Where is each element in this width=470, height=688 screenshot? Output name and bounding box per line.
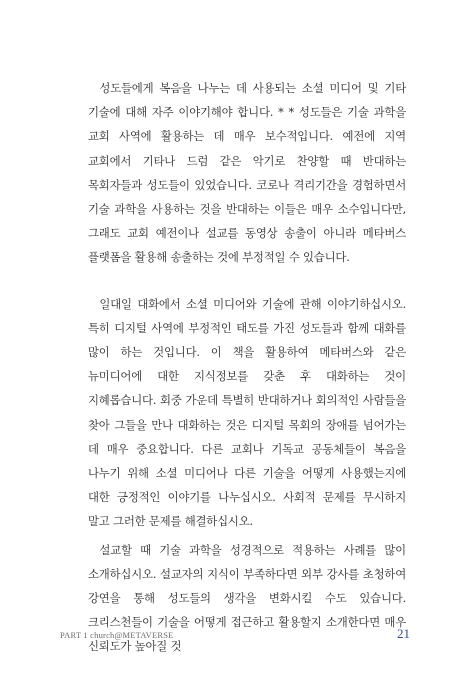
body-paragraph-1: 성도들에게 복음을 나누는 데 사용되는 소셜 미디어 및 기타 기술에 대해 자주 이야기해야 합니다. * * 성도들은 기술 과학을 교회 사역에 활용하는 데 매우 보수적입니다. 예전에 지역 교회에서 기타나 드럼 같은 악기로 찬양할 때 반대하는 목회자들과 성도들이 있었습니다. 코로나 격리기간을 경험하면서 기술 과학을 사용하는 것을 반대하는 이들은 매우 소수입니다만, 그래도 교회 예전이나 설교를 동영상 송출이 아니라 메타버스 플랫폼을 활용해 송출하는 것에 부정적일 수 있습니다.	[88, 81, 406, 265]
running-head: PART 1 church@METAVERSE	[60, 630, 174, 640]
page-body	[88, 76, 406, 659]
page-number: 21	[397, 626, 410, 641]
body-paragraph-2: 일대일 대화에서 소셜 미디어와 기술에 관해 이야기하십시오. 특히 디지털 사역에 부정적인 태도를 가진 성도들과 함께 대화를 많이 하는 것입니다. 이 책을 활용하여 메타버스와 같은 뉴미디어에 대한 지식정보를 갖춘 후 대화하는 것이 지혜롭습니다. 회중 가운데 특별히 반대하거나 회의적인 사람들을 찾아 그들을 만나 대화하는 것은 디지털 목회의 장애를 넘어가는 데 매우 중요합니다. 다른 교회나 기독교 공동체들이 복음을 나누기 위해 소셜 미디어나 다른 기술을 어떻게 사용했는지에 대한 긍정적인 이야기를 나누십시오. 사회적 문제를 무시하지 말고 그러한 문제를 해결하십시오.	[88, 296, 406, 529]
body-paragraph-3: 설교할 때 기술 과학을 성경적으로 적용하는 사례를 많이 소개하십시오. 설교자의 지식이 부족하다면 외부 강사를 초청하여 강연을 통해 성도들의 생각을 변화시킬 수도 있습니다. 크리스천들이 기술을 어떻게 접근하고 활용할지 소개한다면 매우 신뢰도가 높아질 것	[88, 542, 406, 654]
page-footer	[60, 626, 410, 644]
